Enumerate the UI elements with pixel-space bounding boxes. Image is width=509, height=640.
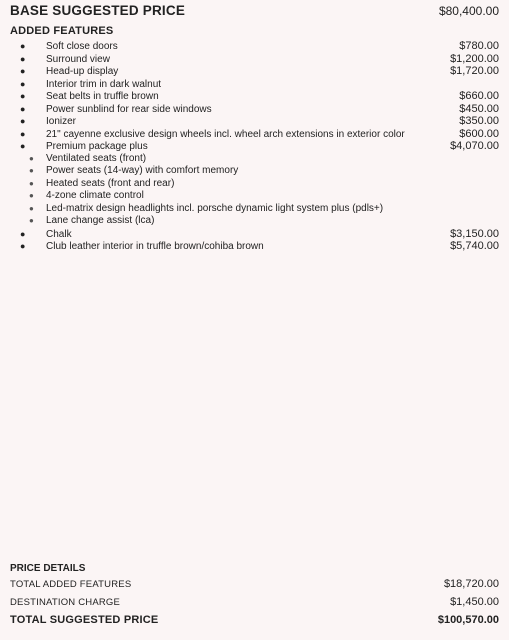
feature-item [10, 228, 499, 241]
feature-label: Premium package plus [46, 141, 148, 152]
destination-charge-label: DESTINATION CHARGE [10, 597, 121, 608]
base-price-value: $80,400.00 [438, 4, 499, 18]
feature-label-group [10, 78, 161, 92]
feature-label-group [10, 40, 118, 54]
bullet-icon: ● [20, 41, 26, 51]
added-features-heading: ADDED FEATURES [10, 25, 114, 37]
feature-label: Heated seats (front and rear) [46, 177, 175, 189]
feature-price: $3,150.00 [450, 227, 499, 240]
feature-label: Soft close doors [46, 41, 118, 52]
feature-label-group [10, 90, 159, 104]
feature-label: Seat belts in truffle brown [46, 91, 159, 102]
feature-label: 21" cayenne exclusive design wheels incl. wheel arch extensions in exterior color [46, 128, 405, 140]
bullet-icon: ● [20, 103, 26, 114]
feature-label: Head-up display [46, 66, 119, 77]
feature-item [10, 40, 499, 53]
feature-label: Led-matrix design headlights incl. porsche dynamic light system plus (pdls+) [46, 202, 384, 214]
feature-item [10, 115, 499, 128]
total-suggested-price-value: $100,570.00 [437, 614, 499, 626]
bullet-icon: ● [29, 153, 34, 163]
feature-price: $780.00 [459, 40, 499, 52]
feature-label-group [10, 165, 238, 178]
bullet-icon: ● [29, 166, 34, 175]
sub-feature-item [10, 190, 499, 203]
feature-item [10, 240, 499, 253]
feature-item [10, 90, 499, 103]
bullet-icon: ● [20, 228, 26, 239]
feature-label-group [10, 240, 264, 254]
feature-price: $660.00 [459, 90, 499, 102]
feature-label-group [10, 115, 76, 129]
bullet-icon: ● [20, 241, 26, 251]
feature-label-group [10, 65, 118, 79]
feature-price: $1,200.00 [450, 52, 499, 65]
added-features-list [10, 40, 499, 253]
destination-charge-value: $1,450.00 [450, 596, 499, 608]
feature-price: $4,070.00 [450, 140, 499, 152]
feature-label: Surround view [46, 53, 110, 65]
bullet-icon: ● [29, 216, 34, 225]
feature-label-group [10, 153, 146, 166]
feature-label-group [10, 203, 383, 216]
feature-label: Lane change assist (lca) [46, 215, 155, 226]
feature-label: Ventilated seats (front) [46, 152, 147, 164]
bullet-icon: ● [29, 191, 34, 200]
feature-label: Ionizer [46, 116, 77, 127]
feature-label: Chalk [46, 228, 72, 240]
feature-label-group [10, 215, 154, 228]
destination-charge-row [10, 596, 499, 608]
feature-price: $1,720.00 [450, 65, 499, 77]
bullet-icon: ● [20, 141, 26, 151]
feature-price: $450.00 [459, 102, 499, 115]
feature-item [10, 140, 499, 153]
feature-item [10, 53, 499, 66]
feature-label-group [10, 140, 148, 154]
feature-item [10, 128, 499, 141]
bullet-icon: ● [20, 91, 26, 101]
price-details-heading: PRICE DETAILS [10, 563, 86, 574]
total-added-features-label: TOTAL ADDED FEATURES [10, 579, 132, 590]
sub-feature-item [10, 165, 499, 178]
sub-feature-item [10, 203, 499, 216]
total-suggested-price-label: TOTAL SUGGESTED PRICE [10, 614, 159, 626]
feature-label-group [10, 53, 110, 67]
feature-label: Interior trim in dark walnut [46, 78, 162, 90]
feature-label: Power seats (14-way) with comfort memory [46, 165, 239, 176]
feature-item [10, 78, 499, 91]
total-added-features-value: $18,720.00 [443, 578, 499, 590]
feature-label-group [10, 103, 212, 117]
bullet-icon: ● [20, 116, 26, 126]
feature-label: Power sunblind for rear side windows [46, 103, 212, 115]
feature-price: $5,740.00 [450, 240, 499, 252]
bullet-icon: ● [20, 53, 26, 64]
sub-feature-item [10, 178, 499, 191]
base-price-row [10, 3, 499, 18]
feature-label: 4-zone climate control [46, 190, 144, 201]
total-suggested-price-row [10, 614, 499, 626]
feature-price: $350.00 [459, 115, 499, 127]
bullet-icon: ● [20, 128, 26, 139]
feature-price: $600.00 [459, 127, 499, 140]
total-added-features-row [10, 578, 499, 590]
feature-label-group [10, 190, 144, 203]
bullet-icon: ● [20, 66, 26, 76]
bullet-icon: ● [29, 203, 34, 213]
base-price-title: BASE SUGGESTED PRICE [10, 3, 186, 18]
feature-label-group [10, 228, 72, 242]
feature-label-group [10, 128, 405, 142]
bullet-icon: ● [20, 78, 26, 89]
feature-label-group [10, 178, 174, 191]
feature-item [10, 103, 499, 116]
sub-feature-item [10, 153, 499, 166]
feature-item [10, 65, 499, 78]
sub-feature-item [10, 215, 499, 228]
bullet-icon: ● [29, 178, 34, 188]
feature-label: Club leather interior in truffle brown/cohiba brown [46, 241, 264, 252]
